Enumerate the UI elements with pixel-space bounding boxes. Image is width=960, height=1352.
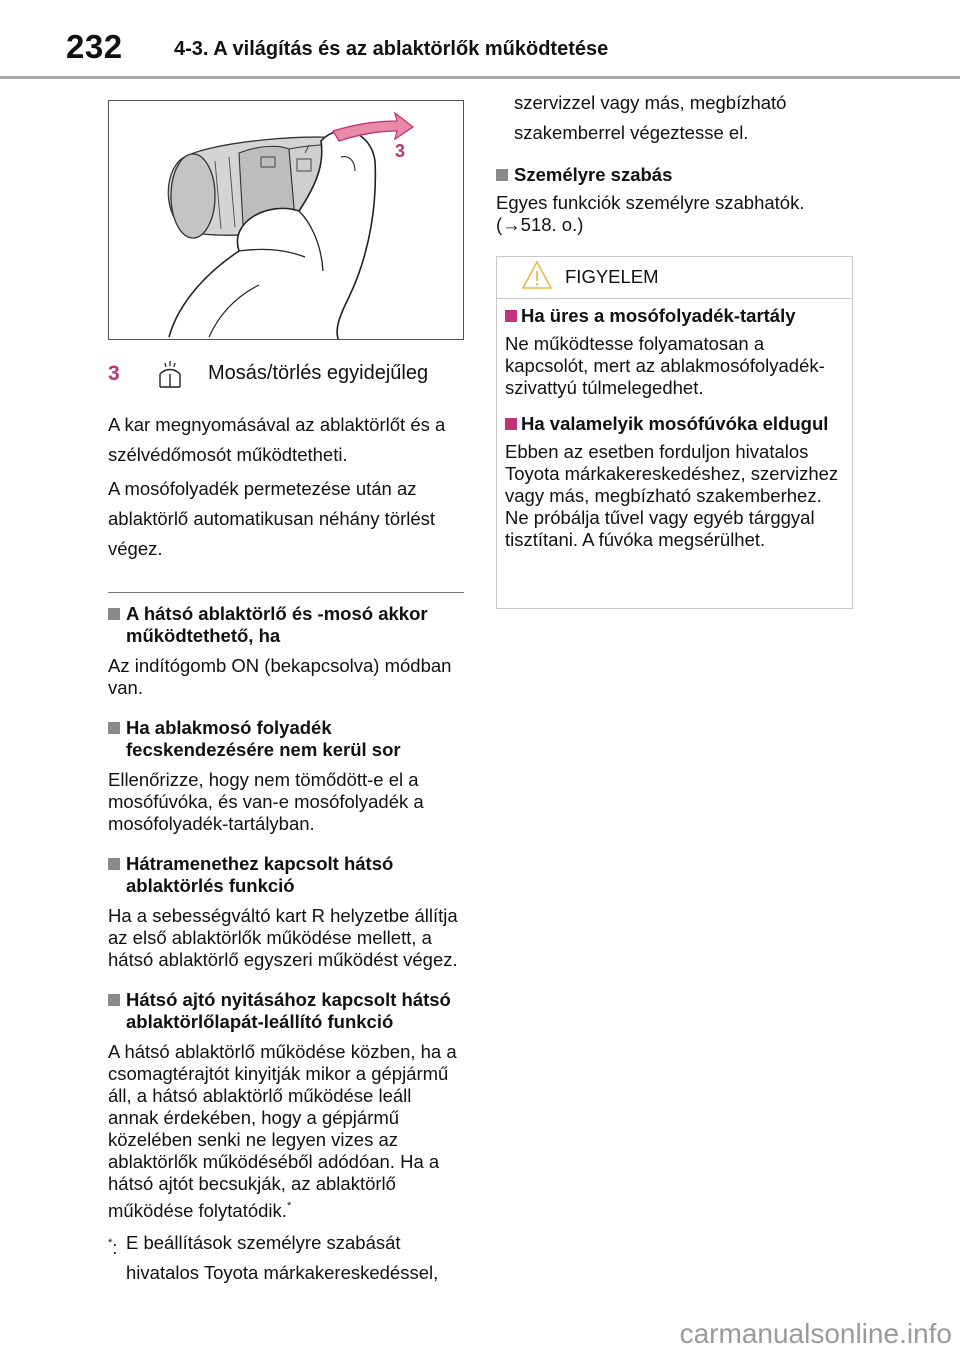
warning-section-title [505,413,844,435]
warning-box [496,256,853,609]
wiper-lever-drawing [109,101,464,340]
washer-wiper-icon [156,360,184,390]
section-rear-wiper-conditions [108,603,464,699]
warning-section-title-text: Ha üres a mosófolyadék-tartály [521,305,796,326]
bullet-square [496,169,508,181]
section-body: Ha a sebességváltó kart R helyzetbe állítja az első ablaktörlők működése mellett, a hátsó ablaktörlő egyszeri működést végez. [108,905,458,970]
header-divider [0,76,960,79]
section-body [108,1041,464,1222]
bullet-square [108,994,120,1006]
section-title [108,989,464,1033]
footnote-text: E beállítások személyre szabását hivatalos Toyota márkakereskedéssel, [126,1232,439,1283]
section-title-text: Hátsó ajtó nyitásához kapcsolt hátsó ablaktörlőlapát-leállító funkció [126,989,451,1032]
bullet-square-accent [505,310,517,322]
warning-section-body: Ebben az esetben forduljon hivatalos Toyota márkakereskedéshez, szervizhez vagy más, megbízható szakemberhez. [505,441,839,506]
left-column [108,100,464,1288]
footnote-continuation: szervizzel vagy más, megbízható szakemberrel végeztesse el. [514,92,787,143]
figure-callout-number: 3 [395,141,406,161]
section-customization [496,164,854,236]
section-title-text: Hátramenethez kapcsolt hátsó ablaktörlés funkció [126,853,394,896]
right-column [496,88,854,236]
section-divider [108,592,464,593]
bullet-square [108,722,120,734]
warning-section-body: Ne működtesse folyamatosan a kapcsolót, mert az ablakmosófolyadék-szivattyú túlmelegedhet. [505,333,825,398]
chapter-title: 4-3. A világítás és az ablaktörlők működtetése [174,38,609,60]
footnote-label [108,1228,117,1263]
section-back-door-stop [108,989,464,1222]
bullet-square [108,858,120,870]
section-body: Az indítógomb ON (bekapcsolva) módban van. [108,655,452,698]
footnote-marker: * [286,1200,292,1212]
bullet-square-accent [505,418,517,430]
section-title [108,603,464,647]
page-header [0,0,960,80]
warning-content [497,299,852,551]
section-title-text: Személyre szabás [514,164,673,185]
warning-section-empty-tank [505,305,844,399]
section-body-text: A hátsó ablaktörlő működése közben, ha a csomagtérajtót kinyitják mikor a gépjármű áll, a hátsó ablaktörlő működése leáll annak érdekében, hogy a gépjármű közelében senki ne legyen vizes az ablaktörlők működéséből adódóan. Ha a hátsó ajtót becsukják, az ablaktörlő működése folytatódik. [108,1041,457,1221]
paragraph-after-spray: A mosófolyadék permetezése után az ablaktörlő automatikusan néhány törlést végez. [108,478,436,559]
footnote-star: * [108,1237,113,1249]
section-body: Ellenőrizze, hogy nem tömődött-e el a mosófúvóka, és van-e mosófolyadék a mosófolyadék-tartályban. [108,769,424,834]
section-title-text: Ha ablakmosó folyadék fecskendezésére nem kerül sor [126,717,401,760]
paragraph-press-lever: A kar megnyomásával az ablaktörlőt és a szélvédőmosót működtetheti. [108,414,446,465]
section-title-text: A hátsó ablaktörlő és -mosó akkor működtethető, ha [126,603,428,646]
item-number: 3 [108,362,120,385]
section-no-washer-spray [108,717,464,835]
item-3-row [108,356,464,396]
warning-section-body-2: Ne próbálja tűvel vagy egyéb tárggyal tisztítani. A fúvóka megsérülhet. [505,507,815,550]
section-title [108,853,464,897]
warning-section-title [505,305,844,327]
footnote [108,1228,464,1288]
warning-section-clogged-nozzle [505,413,844,551]
section-body: Egyes funkciók személyre szabhatók. (→518. o.) [496,192,805,235]
warning-triangle-icon [521,259,553,291]
section-reverse-linked-wiping [108,853,464,971]
watermark: carmanualsonline.info [679,1318,952,1349]
page-number: 232 [66,28,123,65]
item-label: Mosás/törlés egyidejűleg [208,362,429,384]
section-title [108,717,464,761]
warning-title: FIGYELEM [565,266,659,287]
warning-header [497,257,852,299]
footnote-colon: : [112,1237,118,1258]
bullet-square [108,608,120,620]
warning-section-title-text: Ha valamelyik mosófúvóka eldugul [521,413,829,434]
section-title [496,164,854,186]
wiper-lever-illustration [108,100,464,340]
